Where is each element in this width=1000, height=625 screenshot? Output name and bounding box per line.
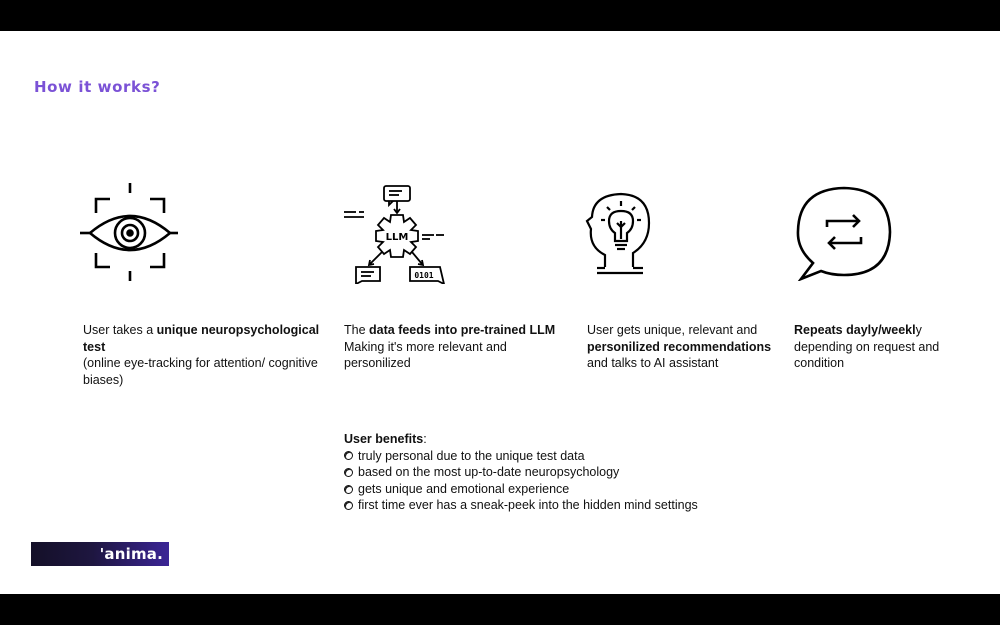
step-text-run: y depending on request and condition [794,323,940,371]
step-text-run: Repeats dayly/weekl [794,323,916,337]
step-text-run: unique neuropsychological test [83,323,320,354]
head-lightbulb-icon [585,191,655,277]
eye-target-icon [80,183,180,283]
benefits-heading: User benefits [344,432,424,446]
benefit-text: first time ever has a sneak-peek into the hidden mind settings [358,498,698,513]
step-repeats-text [794,322,964,372]
step-text-run: Making it's more relevant and personilized [344,339,507,371]
user-benefits [344,431,698,514]
llm-gear-icon [342,184,446,284]
step-recommendations-text [587,322,782,372]
benefits-heading-line [344,431,698,448]
circle-bullet-icon [344,468,353,477]
step-text-run: personilized recommendations [587,339,772,354]
logo-text: 'anima. [99,545,163,563]
slide-title: How it works? [34,78,161,96]
benefit-item [344,448,698,465]
binary-code-label: 0101 [414,271,434,280]
step-text-run: data feeds into pre-trained LLM [369,323,556,337]
benefit-item [344,481,698,498]
step-eye-tracking-text [83,322,328,388]
circle-bullet-icon [344,485,353,494]
circle-bullet-icon [344,451,353,460]
repeat-chat-icon [795,185,893,281]
step-text-run: User takes a [83,323,157,337]
benefit-text: gets unique and emotional experience [358,481,570,496]
benefits-list [344,448,698,514]
step-text-run: and talks to AI assistant [587,356,719,371]
benefit-item [344,464,698,481]
llm-label: LLM [385,232,409,243]
benefit-text: truly personal due to the unique test data [358,448,585,463]
benefit-item [344,497,698,514]
benefit-text: based on the most up-to-date neuropsychology [358,465,620,480]
step-text-run: User gets unique, relevant and [587,323,758,337]
step-text-run: The [344,323,370,337]
step-text-run: (online eye-tracking for attention/ cognitive biases) [83,356,318,387]
slide [0,31,1000,594]
circle-bullet-icon [344,501,353,510]
step-llm-text [344,322,569,372]
anima-logo [31,542,169,566]
benefits-heading-colon: : [423,432,427,446]
